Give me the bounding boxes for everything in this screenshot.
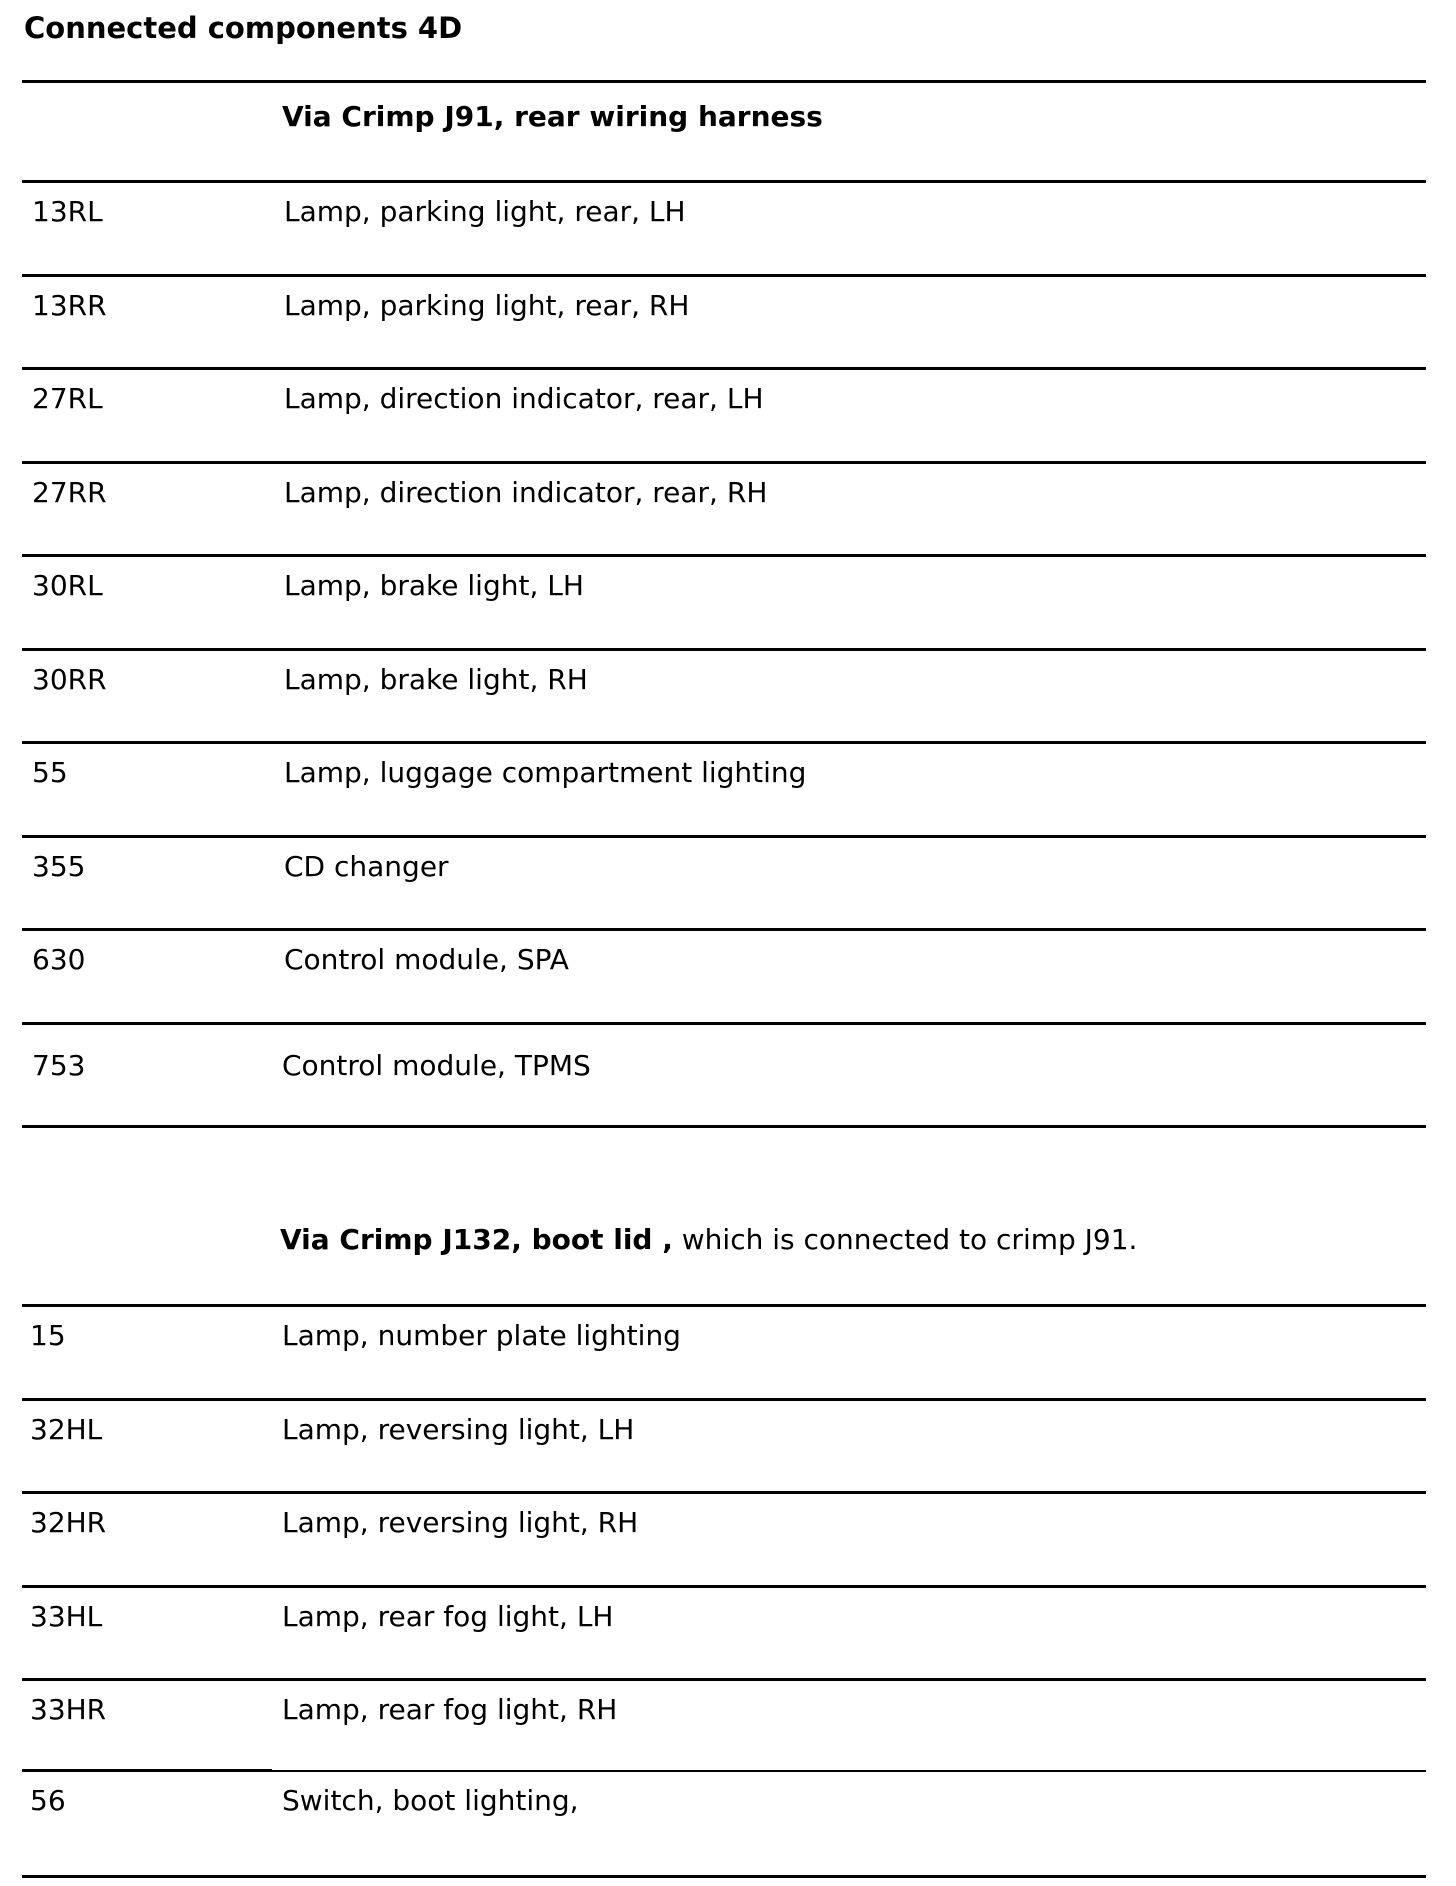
section-header-text: [280, 1222, 1137, 1258]
table-row: [22, 1772, 1426, 1878]
component-description: Lamp, direction indicator, rear, RH: [284, 475, 768, 509]
component-description: Control module, SPA: [284, 943, 569, 976]
section-header-bold: Via Crimp J91, rear wiring harness: [282, 100, 823, 133]
component-code: 32HR: [30, 1506, 107, 1539]
component-code: 30RL: [32, 569, 103, 602]
table-row: [22, 1585, 1426, 1679]
component-code: 27RR: [32, 475, 107, 509]
component-code: 33HL: [30, 1599, 103, 1633]
table-row: [22, 1022, 1426, 1128]
component-description: Lamp, luggage compartment lighting: [284, 756, 807, 789]
component-description: Lamp, parking light, rear, LH: [284, 195, 686, 228]
section-crimp-j132: [22, 1208, 1426, 1878]
component-description: Lamp, reversing light, RH: [282, 1506, 639, 1539]
section-crimp-j91: [22, 80, 1426, 1128]
component-code: 56: [30, 1783, 66, 1817]
component-code: 355: [32, 849, 86, 883]
table-row: [22, 274, 1426, 368]
section-header: [22, 1208, 1426, 1304]
component-code: 55: [32, 756, 68, 789]
component-description: Lamp, brake light, LH: [284, 569, 584, 602]
table-row: [22, 367, 1426, 461]
component-code: 13RR: [32, 288, 107, 322]
table-row: [22, 928, 1426, 1022]
table-row: [22, 1491, 1426, 1585]
table-row: [22, 461, 1426, 555]
table-row: [22, 741, 1426, 835]
component-description: CD changer: [284, 849, 449, 883]
component-description: Lamp, rear fog light, LH: [282, 1599, 614, 1633]
component-description: Lamp, parking light, rear, RH: [284, 288, 690, 322]
section-header-bold: Via Crimp J132, boot lid ,: [280, 1223, 673, 1256]
component-code: 27RL: [32, 382, 103, 415]
section-header-rest: which is connected to crimp J91.: [672, 1223, 1138, 1256]
component-description: Lamp, rear fog light, RH: [282, 1693, 618, 1726]
page-title: Connected components 4D: [24, 11, 463, 45]
table-row: [22, 1678, 1426, 1772]
component-code: 753: [32, 1048, 86, 1082]
component-code: 630: [32, 943, 86, 976]
component-description: Lamp, brake light, RH: [284, 662, 588, 696]
component-code: 33HR: [30, 1693, 107, 1726]
table-row: [22, 835, 1426, 929]
section-header: [22, 80, 1426, 180]
component-code: 30RR: [32, 662, 107, 696]
table-row: [22, 554, 1426, 648]
table-row: [22, 1304, 1426, 1398]
component-description: Lamp, direction indicator, rear, LH: [284, 382, 764, 415]
component-description: Switch, boot lighting,: [282, 1783, 579, 1817]
component-code: 32HL: [30, 1412, 103, 1446]
component-code: 13RL: [32, 195, 103, 228]
component-description: Lamp, number plate lighting: [282, 1319, 681, 1352]
table-row: [22, 648, 1426, 742]
component-code: 15: [30, 1319, 66, 1352]
section-header-text: [282, 99, 823, 135]
component-description: Control module, TPMS: [282, 1048, 591, 1082]
table-row: [22, 1398, 1426, 1492]
table-row: [22, 180, 1426, 274]
component-description: Lamp, reversing light, LH: [282, 1412, 635, 1446]
